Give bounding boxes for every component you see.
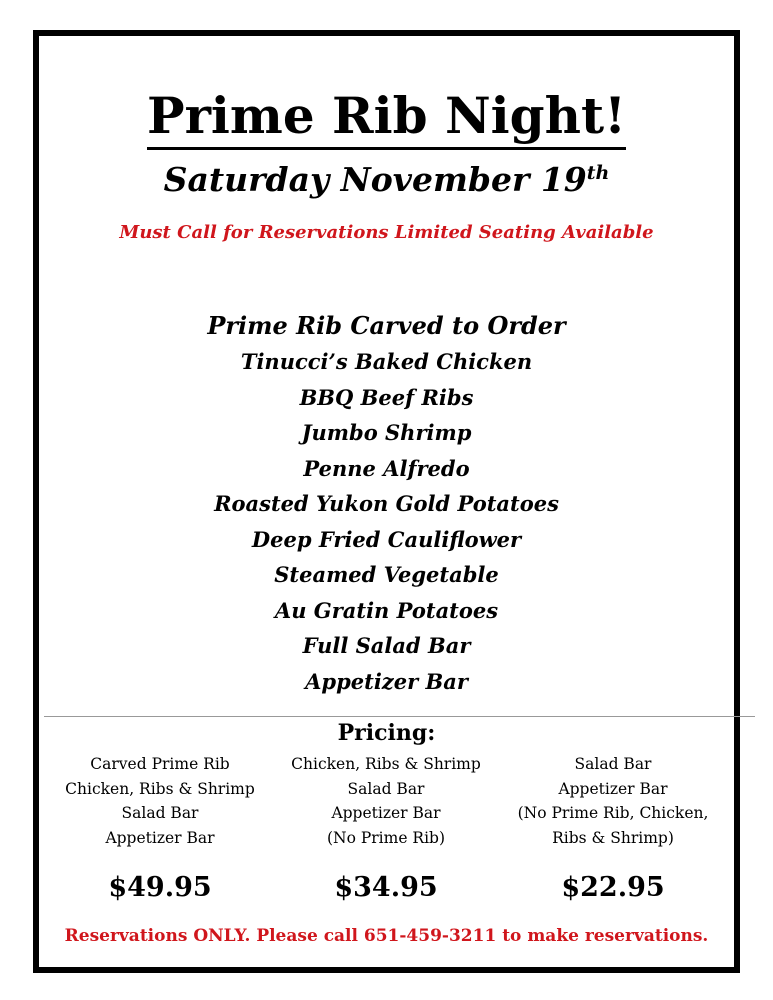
pricing-line: Appetizer Bar: [331, 804, 441, 822]
page-title-text: Prime Rib Night!: [147, 86, 626, 150]
menu-item: Tinucci’s Baked Chicken: [240, 349, 533, 374]
menu-item: Appetizer Bar: [305, 668, 468, 694]
menu-item: Deep Fried Cauliflower: [251, 526, 522, 552]
pricing-line: Salad Bar: [574, 755, 652, 773]
pricing-line: Salad Bar: [121, 804, 199, 822]
pricing-line: (No Prime Rib): [326, 828, 446, 847]
menu-item: Au Gratin Potatoes: [274, 597, 499, 623]
pricing-line: Appetizer Bar: [105, 828, 215, 847]
menu-item: Steamed Vegetable: [274, 562, 499, 587]
page-title: [0, 86, 773, 145]
pricing-line: Ribs & Shrimp): [552, 828, 674, 847]
section-divider: [44, 716, 755, 717]
reservation-notice: Must Call for Reservations Limited Seating Available: [119, 222, 654, 243]
event-date: [0, 160, 773, 199]
pricing-line: (No Prime Rib, Chicken,: [517, 804, 709, 822]
menu-item: BBQ Beef Ribs: [299, 384, 474, 410]
menu-item: Jumbo Shrimp: [301, 420, 472, 445]
price-option-2: $34.95: [334, 872, 438, 903]
pricing-line: Chicken, Ribs & Shrimp: [291, 755, 481, 773]
event-date-suffix: th: [586, 162, 610, 184]
menu-item: Roasted Yukon Gold Potatoes: [214, 491, 559, 516]
pricing-heading: Pricing:: [337, 720, 436, 746]
menu-item: Penne Alfredo: [303, 455, 470, 481]
pricing-line: Appetizer Bar: [558, 779, 668, 798]
price-option-3: $22.95: [561, 872, 665, 903]
reservation-footer: Reservations ONLY. Please call 651-459-3211 to make reservations.: [64, 926, 709, 946]
menu-list: [0, 308, 773, 699]
price-option-1: $49.95: [108, 872, 212, 903]
menu-item: Full Salad Bar: [302, 633, 471, 658]
pricing-line: Chicken, Ribs & Shrimp: [65, 779, 255, 798]
event-date-text: Saturday November 19: [163, 160, 587, 199]
menu-item: Prime Rib Carved to Order: [207, 311, 566, 340]
pricing-line: Salad Bar: [347, 779, 425, 798]
pricing-line: Carved Prime Rib: [90, 755, 230, 773]
pricing-option-2: [266, 752, 506, 850]
pricing-option-3: [493, 752, 733, 850]
pricing-option-1: [40, 752, 280, 850]
